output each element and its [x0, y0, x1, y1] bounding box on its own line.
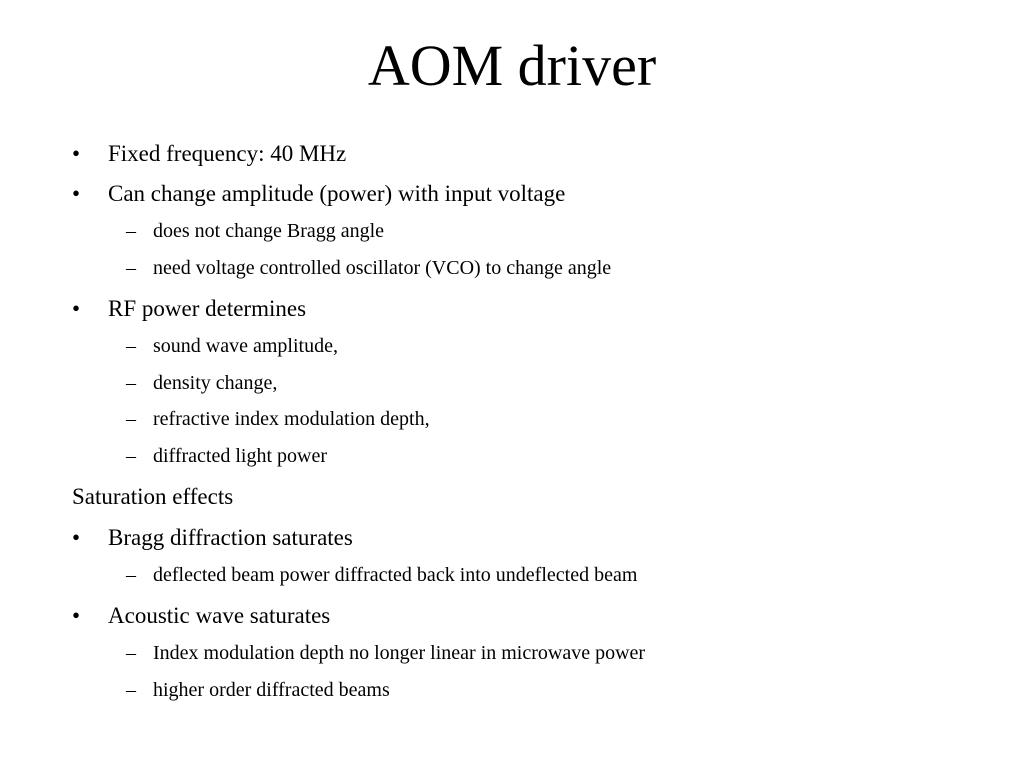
dash-marker: –: [126, 220, 136, 242]
bullet-text: Fixed frequency: 40 MHz: [108, 141, 347, 166]
dash-marker: –: [126, 445, 136, 467]
bullet-marker: •: [72, 181, 81, 206]
dash-marker: –: [126, 372, 136, 394]
sub-bullet-text: need voltage controlled oscillator (VCO) to change angle: [153, 257, 612, 279]
sub-bullet-text: higher order diffracted beams: [153, 679, 390, 701]
sub-bullet-text: deflected beam power diffracted back into undeflected beam: [153, 564, 638, 586]
sub-bullet-text: Index modulation depth no longer linear in microwave power: [153, 642, 646, 664]
section-heading-text: Saturation effects: [72, 484, 234, 509]
dash-marker: –: [126, 564, 136, 586]
sub-bullet-text: does not change Bragg angle: [153, 220, 385, 242]
bullet-text: Can change amplitude (power) with input voltage: [108, 181, 566, 206]
bullet-text: Bragg diffraction saturates: [108, 525, 353, 550]
bullet-marker: •: [72, 141, 81, 166]
slide-title: AOM driver: [367, 33, 657, 98]
dash-marker: –: [126, 257, 136, 279]
bullet-marker: •: [72, 296, 81, 321]
bullet-text: Acoustic wave saturates: [108, 603, 331, 628]
bullet-text: RF power determines: [108, 296, 307, 321]
dash-marker: –: [126, 642, 136, 664]
sub-bullet-text: diffracted light power: [153, 445, 328, 467]
sub-bullet-text: density change,: [153, 372, 278, 394]
sub-bullet-text: refractive index modulation depth,: [153, 408, 430, 430]
bullet-marker: •: [72, 525, 81, 550]
bullet-marker: •: [72, 603, 81, 628]
dash-marker: –: [126, 335, 136, 357]
dash-marker: –: [126, 408, 136, 430]
sub-bullet-text: sound wave amplitude,: [153, 335, 338, 357]
dash-marker: –: [126, 679, 136, 701]
